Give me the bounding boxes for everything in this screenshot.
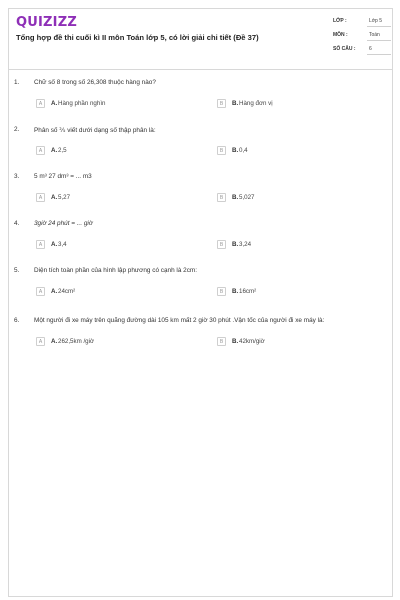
meta-grade-value: Lớp 5 <box>369 18 383 24</box>
question-2 <box>9 126 392 166</box>
quizizz-logo[interactable]: QUIZIZZ <box>16 15 77 30</box>
worksheet-header <box>9 9 392 70</box>
option-b-box[interactable]: B <box>217 193 226 202</box>
question-5 <box>9 267 392 307</box>
meta-grade-underline <box>367 26 391 27</box>
question-text: Một người đi xe máy trên quãng đường dài 105 km mất 2 giờ 30 phút .Vận tốc của người đi xe máy là: <box>34 317 325 324</box>
question-text: Phân số ⅖ viết dưới dạng số thập phân là: <box>34 127 156 134</box>
option-a-letter: A. <box>51 241 58 248</box>
question-number: 6. <box>14 317 20 324</box>
option-a-text: 5,27 <box>58 194 71 201</box>
option-b-text: 42km/giờ <box>239 338 265 345</box>
question-text: 5 m³ 27 dm³ = ... m3 <box>34 173 92 180</box>
question-number: 5. <box>14 267 20 274</box>
option-a-letter: A. <box>51 100 58 107</box>
option-a-box[interactable]: A <box>36 99 45 108</box>
question-3 <box>9 173 392 213</box>
option-a-box[interactable]: A <box>36 337 45 346</box>
meta-grade <box>333 18 391 30</box>
question-6 <box>9 317 392 357</box>
meta-count-underline <box>367 54 391 55</box>
meta-grade-label: LỚP : <box>333 18 347 24</box>
option-b-text: 0,4 <box>239 147 248 154</box>
option-a-letter: A. <box>51 194 58 201</box>
option-a-text: Hàng phần nghìn <box>58 100 106 107</box>
meta-count-value: 6 <box>369 46 372 52</box>
question-4 <box>9 220 392 260</box>
worksheet-page <box>8 8 393 597</box>
option-a-letter: A. <box>51 147 58 154</box>
question-number: 3. <box>14 173 20 180</box>
option-a-box[interactable]: A <box>36 146 45 155</box>
option-a-letter: A. <box>51 288 58 295</box>
option-b-letter: B. <box>232 100 239 107</box>
option-b-box[interactable]: B <box>217 99 226 108</box>
option-a-text: 262,5km /giờ <box>58 338 95 345</box>
option-a-letter: A. <box>51 338 58 345</box>
question-text: Chữ số 8 trong số 26,308 thuộc hàng nào? <box>34 79 156 86</box>
option-b-letter: B. <box>232 288 239 295</box>
worksheet-title: Tổng hợp đề thi cuối kì II môn Toán lớp 5, có lời giải chi tiết (Đề 37) <box>16 33 259 42</box>
meta-subject <box>333 32 391 44</box>
option-a-box[interactable]: A <box>36 240 45 249</box>
meta-subject-label: MÔN : <box>333 32 348 38</box>
option-a-text: 24cm² <box>58 288 76 295</box>
question-text: Diện tích toàn phần của hình lập phương có cạnh là 2cm: <box>34 267 198 274</box>
question-1 <box>9 79 392 119</box>
option-a-text: 2,5 <box>58 147 67 154</box>
question-number: 4. <box>14 220 20 227</box>
meta-subject-value: Toán <box>369 32 380 38</box>
question-text: 3giờ 24 phút = ... giờ <box>34 220 93 227</box>
option-b-letter: B. <box>232 241 239 248</box>
option-b-box[interactable]: B <box>217 146 226 155</box>
meta-question-count <box>333 46 391 58</box>
meta-subject-underline <box>367 40 391 41</box>
meta-count-label: SỐ CÂU : <box>333 46 356 52</box>
option-a-box[interactable]: A <box>36 287 45 296</box>
option-b-letter: B. <box>232 338 239 345</box>
option-a-text: 3,4 <box>58 241 67 248</box>
option-b-box[interactable]: B <box>217 287 226 296</box>
option-b-letter: B. <box>232 147 239 154</box>
option-b-box[interactable]: B <box>217 240 226 249</box>
option-b-text: Hàng đơn vị <box>239 100 273 107</box>
question-number: 1. <box>14 79 20 86</box>
option-b-box[interactable]: B <box>217 337 226 346</box>
option-b-text: 16cm² <box>239 288 257 295</box>
question-number: 2. <box>14 126 20 133</box>
option-b-letter: B. <box>232 194 239 201</box>
option-b-text: 3,24 <box>239 241 252 248</box>
option-a-box[interactable]: A <box>36 193 45 202</box>
option-b-text: 5,027 <box>239 194 255 201</box>
